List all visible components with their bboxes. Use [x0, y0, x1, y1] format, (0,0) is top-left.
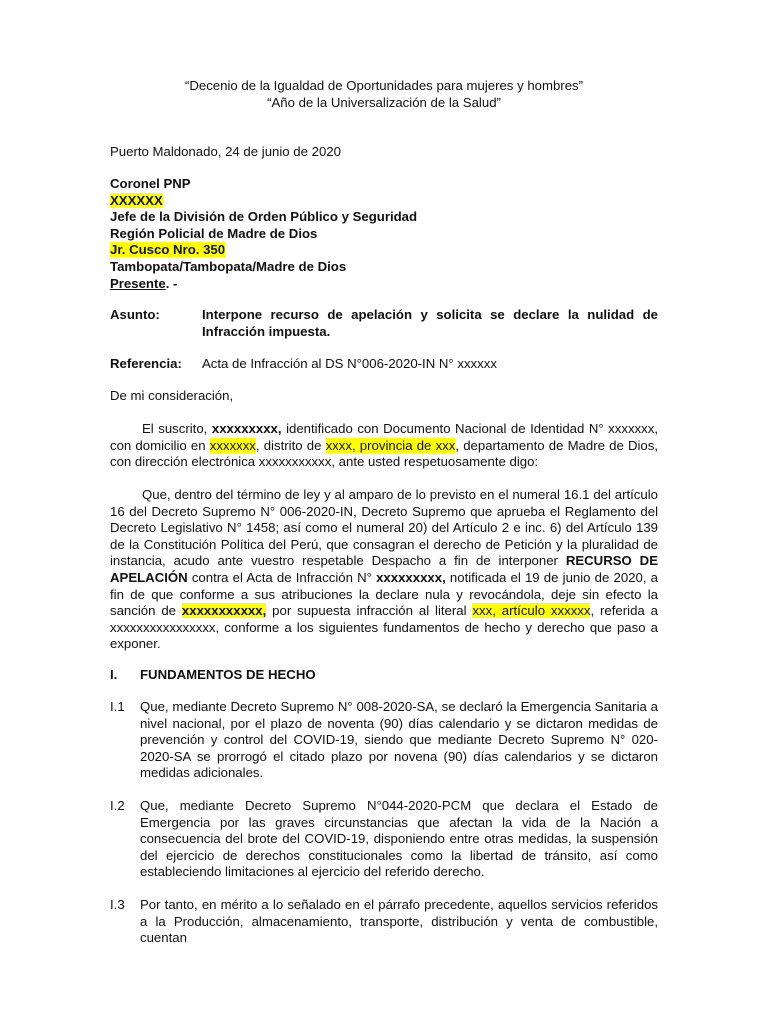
p2-text-c: notificada el 19 de junio de 2020, a fin de que conforme a sus atribuciones la declare nula y revocándola, deje sin efecto la sanción de	[110, 569, 658, 619]
p1-text-c: , distrito de	[255, 437, 326, 453]
recipient-city: Tambopata/Tambopata/Madre de Dios	[110, 258, 347, 274]
salutation: De mi consideración,	[110, 388, 234, 403]
asunto-row	[110, 307, 658, 340]
recipient-presente-suffix: . -	[165, 275, 178, 291]
p1-text-a: El suscrito,	[142, 421, 212, 436]
asunto-text: Interpone recurso de apelación y solicita se declare la nulidad de Infracción impuesta.	[202, 307, 658, 339]
recipient-block	[110, 176, 417, 292]
p2-text-d: por supuesta infracción al literal	[266, 603, 473, 619]
p1-text-b: identificado con Documento Nacional de Identidad N° xxxxxxx, con domicilio en	[110, 421, 659, 453]
p2-sancion: xxxxxxxxxxx,	[181, 603, 267, 619]
section-title: FUNDAMENTOS DE HECHO	[140, 667, 316, 682]
asunto-label: Asunto:	[110, 307, 160, 322]
recipient-presente: Presente	[110, 275, 166, 291]
item-i3	[110, 897, 658, 947]
recipient-street: Jr. Cusco Nro. 350	[110, 242, 226, 258]
p2-literal: xxx, artículo xxxxxx	[472, 603, 591, 619]
p2-text-a: Que, dentro del término de ley y al amparo de lo previsto en el numeral 16.1 del artículo 16 del Decreto Supremo N° 006-2020-IN, Decreto Supremo que aprueba el Reglamento del Decreto Legislativo N° 1458; así como el numeral 20) del Artículo 2 e inc. 6) del Artículo 139 de la Constitución Política del Perú, que consagran el derecho de Petición y la pluralidad de instancia, acudo ante vuestro respetable Despacho a fin de interponer	[110, 487, 658, 569]
p1-domicilio: xxxxxxx	[209, 437, 256, 453]
letter-header	[0, 77, 768, 111]
p2-recurso: RECURSO DE APELACIÓN	[110, 553, 658, 585]
referencia-row	[110, 356, 658, 373]
recipient-position: Jefe de la División de Orden Público y Seguridad	[110, 209, 418, 225]
header-line-1: “Decenio de la Igualdad de Oportunidades para mujeres y hombres”	[184, 78, 584, 93]
recipient-region: Región Policial de Madre de Dios	[110, 225, 318, 241]
section-number: I.	[110, 667, 118, 682]
section-heading	[110, 667, 316, 684]
item-number: I.1	[110, 699, 125, 714]
p1-text-d: , departamento de Madre de Dios, con dirección electrónica xxxxxxxxxxx, ante usted respetuosamente digo:	[110, 437, 659, 470]
p1-distrito: xxxx, provincia de xxx	[325, 437, 456, 453]
item-text: Que, mediante Decreto Supremo N°044-2020-PCM que declara el Estado de Emergencia por las graves circunstancias que afectan la vida de la Nación a consecuencia del brote del COVID-19, disponiendo entre otras medidas, la suspensión del ejercicio de derechos constitucionales como la libertad de tránsito, así como estableciendo limitaciones al ejercicio del referido derecho.	[140, 798, 658, 880]
paragraph-1	[110, 421, 658, 471]
item-i1	[110, 699, 658, 782]
p2-text-b: contra el Acta de Infracción N°	[187, 569, 377, 585]
referencia-text: Acta de Infracción al DS N°006-2020-IN N° xxxxxx	[202, 356, 497, 371]
p2-acta: xxxxxxxxx,	[376, 569, 446, 585]
item-text: Que, mediante Decreto Supremo N° 008-2020-SA, se declaró la Emergencia Sanitaria a nivel nacional, por el plazo de noventa (90) días calendario y se dictaron medidas de prevención y control del COVID-19, siendo que mediante Decreto Supremo N° 020-2020-SA se prorrogó el citado plazo por novena (90) días calendarios y se dictaron medidas adicionales.	[140, 699, 658, 781]
item-i2	[110, 798, 658, 881]
header-line-2: “Año de la Universalización de la Salud”	[267, 95, 501, 110]
referencia-label: Referencia:	[110, 356, 182, 371]
item-number: I.2	[110, 798, 125, 813]
p2-text-e: , referida a xxxxxxxxxxxxxxxx, conforme a los siguientes fundamentos de hecho y derecho que paso a exponer.	[110, 603, 658, 652]
place-date: Puerto Maldonado, 24 de junio de 2020	[110, 144, 341, 159]
recipient-rank: Coronel PNP	[110, 176, 191, 191]
item-number: I.3	[110, 897, 125, 912]
paragraph-2	[110, 487, 658, 653]
recipient-name: XXXXXX	[110, 192, 163, 208]
p1-name: xxxxxxxxx,	[211, 421, 282, 436]
item-text: Por tanto, en mérito a lo señalado en el párrafo precedente, aquellos servicios referidos a la Producción, almacenamiento, transporte, distribución y venta de combustible, cuentan	[140, 897, 658, 946]
